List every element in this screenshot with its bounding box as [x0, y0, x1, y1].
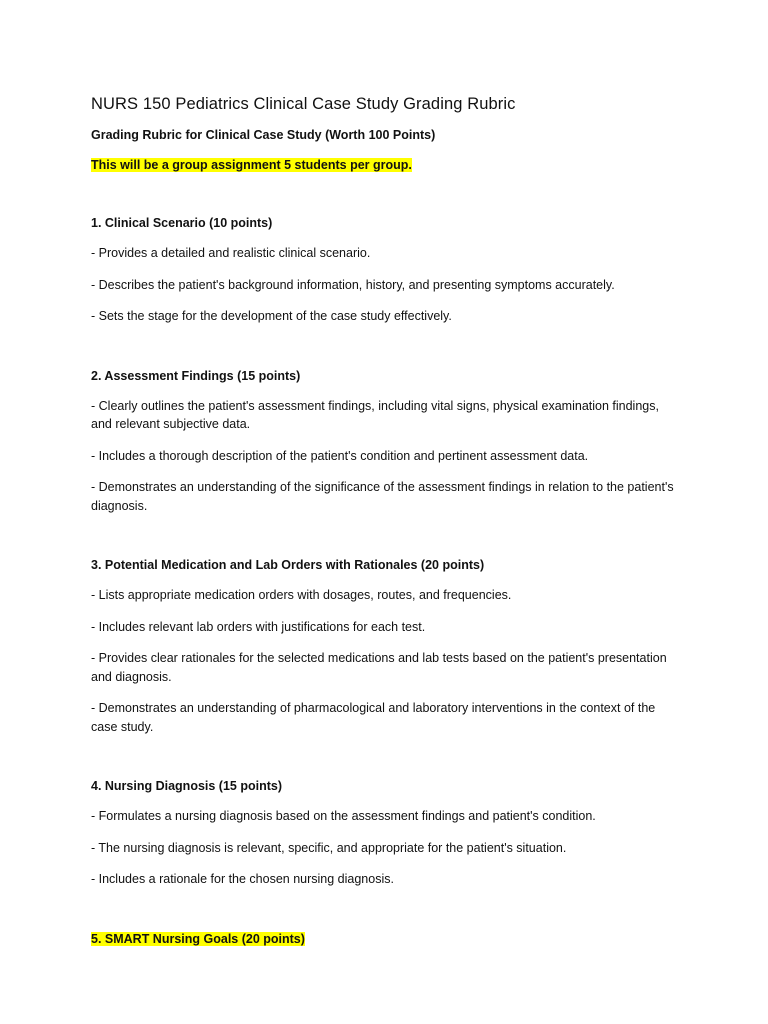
section-medication-lab-orders — [91, 557, 680, 736]
criterion-item: - Demonstrates an understanding of pharmacological and laboratory interventions in the context of the case study. — [91, 701, 656, 734]
section-heading: 2. Assessment Findings (15 points) — [91, 368, 301, 383]
section-heading: 4. Nursing Diagnosis (15 points) — [91, 779, 282, 793]
criterion-item: - Includes a rationale for the chosen nursing diagnosis. — [91, 872, 394, 886]
document-title: NURS 150 Pediatrics Clinical Case Study Grading Rubric — [91, 95, 516, 113]
criterion-item: - Provides clear rationales for the selected medications and lab tests based on the patient's presentation and diagnosis. — [91, 651, 667, 684]
criterion-item: - Formulates a nursing diagnosis based on the assessment findings and patient's condition. — [91, 809, 596, 823]
section-heading-highlighted — [91, 931, 680, 947]
criterion-item: - Describes the patient's background information, history, and presenting symptoms accurately. — [91, 277, 615, 292]
criterion-item: - The nursing diagnosis is relevant, specific, and appropriate for the patient's situation. — [91, 840, 567, 855]
criterion-item: - Demonstrates an understanding of the significance of the assessment findings in relation to the patient's diagnosis. — [91, 480, 674, 513]
section-heading: 1. Clinical Scenario (10 points) — [91, 216, 273, 230]
criterion-item: - Clearly outlines the patient's assessment findings, including vital signs, physical examination findings, and relevant subjective data. — [91, 398, 659, 431]
group-assignment-note — [91, 157, 680, 173]
highlighted-note-text: This will be a group assignment 5 students per group. — [91, 158, 412, 172]
section-assessment-findings — [91, 368, 680, 516]
section-heading: 3. Potential Medication and Lab Orders with Rationales (20 points) — [91, 558, 485, 572]
section-clinical-scenario — [91, 215, 680, 326]
highlighted-heading-text: 5. SMART Nursing Goals (20 points) — [91, 931, 305, 946]
section-nursing-diagnosis — [91, 778, 680, 889]
criterion-item: - Sets the stage for the development of the case study effectively. — [91, 309, 452, 323]
criterion-item: - Includes relevant lab orders with justifications for each test. — [91, 619, 426, 634]
criterion-item: - Provides a detailed and realistic clinical scenario. — [91, 246, 371, 260]
section-smart-nursing-goals — [91, 931, 680, 947]
document-subtitle: Grading Rubric for Clinical Case Study (Worth 100 Points) — [91, 128, 436, 142]
criterion-item: - Includes a thorough description of the patient's condition and pertinent assessment data. — [91, 448, 589, 463]
criterion-item: - Lists appropriate medication orders with dosages, routes, and frequencies. — [91, 588, 512, 602]
